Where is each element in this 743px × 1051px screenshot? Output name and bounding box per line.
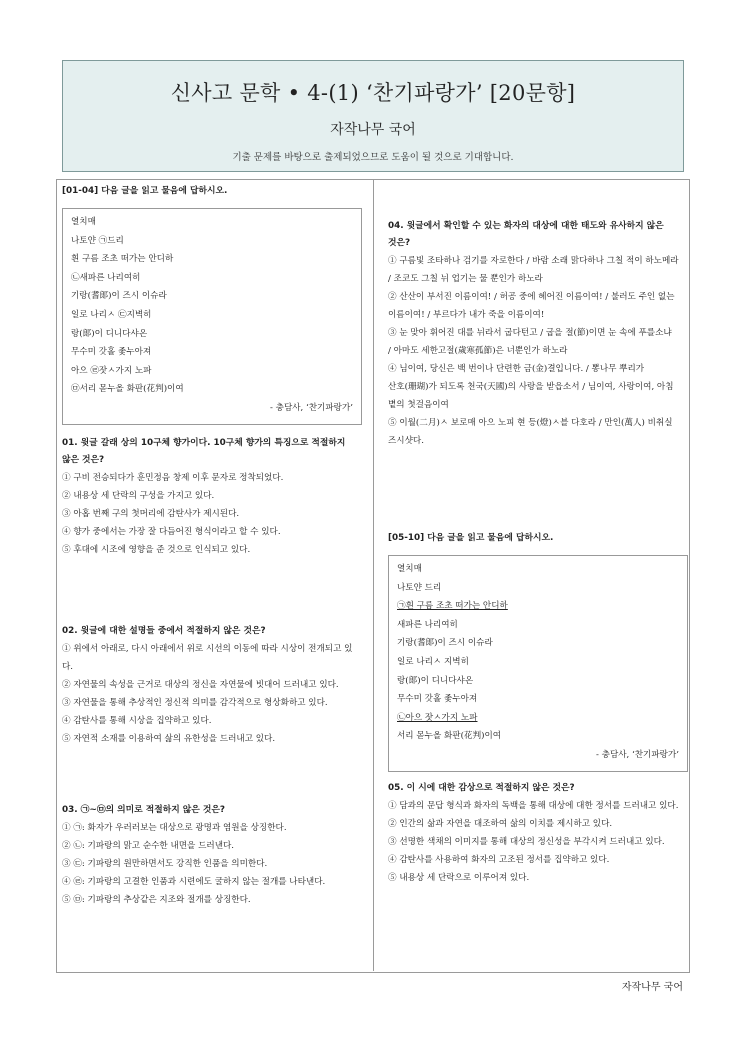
question-stem: 03. ㉠~㉤의 의미로 적절하지 않은 것은? bbox=[62, 804, 225, 815]
section1-instruction: [01-04] 다음 글을 읽고 물음에 답하시오. bbox=[62, 186, 228, 196]
poem-line: 기랑(耆郞)이 즈시 이슈라 bbox=[71, 291, 167, 302]
poem-line: 나토얀 ㉠드리 bbox=[71, 235, 124, 246]
poem-line: 나토얀 드리 bbox=[397, 582, 442, 593]
answer-option[interactable]: ⑤ 후대에 시조에 영향을 준 것으로 인식되고 있다. bbox=[62, 544, 251, 555]
question-stem: 것은? bbox=[388, 238, 411, 248]
answer-option-continued: 다. bbox=[62, 661, 74, 672]
answer-option[interactable]: ③ ㉢: 기파랑의 원만하면서도 강직한 인품을 의미한다. bbox=[62, 858, 268, 869]
answer-option-continued: / 아마도 세한고절(歲寒孤節)은 너뿐인가 하노라 bbox=[388, 346, 568, 356]
poem-line: 무수미 갓홀 좇누아져 bbox=[397, 694, 478, 705]
answer-option[interactable]: ① 구름빛 조타하나 검기를 자로한다 / 바람 소래 맑다하나 그칠 적이 하노메라 bbox=[388, 256, 679, 266]
poem-line: 랑(郞)이 디니다샤온 bbox=[397, 675, 474, 686]
answer-option[interactable]: ① 담과의 문답 형식과 화자의 독백을 통해 대상에 대한 정서를 드러내고 있다. bbox=[388, 800, 679, 811]
answer-option[interactable]: ⑤ 이월(二月)ㅅ 보로매 아으 노피 현 등(燈)ㅅ블 다호라 / 만인(萬人) 비취실 bbox=[388, 418, 673, 428]
right-column bbox=[388, 218, 688, 887]
question-stem: 04. 윗글에서 확인할 수 있는 화자의 대상에 대한 태도와 유사하지 않은 bbox=[388, 221, 664, 231]
question-stem: 02. 윗글에 대한 설명들 중에서 적절하지 않은 것은? bbox=[62, 625, 266, 636]
answer-option[interactable]: ③ 눈 맞아 휘어진 대를 뉘라서 굽다턴고 / 굽을 절(節)이면 눈 속에 푸를소냐 bbox=[388, 328, 672, 338]
column-divider bbox=[373, 179, 374, 971]
question-stem: 05. 이 시에 대한 감상으로 적절하지 않은 것은? bbox=[388, 782, 575, 793]
question-03 bbox=[62, 802, 362, 909]
poem-line: 새파른 나리여히 bbox=[397, 619, 458, 630]
footer-brand: 자작나무 국어 bbox=[621, 982, 683, 993]
answer-option[interactable]: ⑤ ㉤: 기파랑의 추상같은 지조와 절개를 상징한다. bbox=[62, 894, 251, 905]
left-column bbox=[62, 180, 362, 909]
poem-box-2 bbox=[388, 555, 688, 772]
answer-option[interactable]: ② 산산이 부서진 이름이여! / 허공 중에 헤어진 이름이여! / 불러도 주인 없는 bbox=[388, 292, 675, 302]
poem-line: ㉡새파른 나리여히 bbox=[71, 272, 141, 283]
answer-option[interactable]: ② 자연물의 속성을 근거로 대상의 정신을 자연물에 빗대어 드러내고 있다. bbox=[62, 679, 339, 690]
answer-option[interactable]: ① 구비 전승되다가 훈민정음 창제 이후 문자로 정착되었다. bbox=[62, 472, 284, 483]
answer-option[interactable]: ② ㉡: 기파랑의 맑고 순수한 내면을 드러낸다. bbox=[62, 840, 235, 851]
answer-option-continued: 볕의 첫걸음이여 bbox=[388, 400, 449, 410]
question-02 bbox=[62, 623, 362, 748]
answer-option-continued: 이름이여! / 부르다가 내가 죽을 이름이여! bbox=[388, 310, 545, 320]
answer-option[interactable]: ⑤ 자연적 소재를 이용하여 삶의 유한성을 드러내고 있다. bbox=[62, 733, 276, 744]
poem-line: 랑(郞)이 디니다샤온 bbox=[71, 328, 148, 339]
poem-line: ㉤서리 몯누올 화판(花判)이여 bbox=[71, 384, 184, 395]
answer-option[interactable]: ② 인간의 삶과 자연을 대조하여 삶의 이치를 제시하고 있다. bbox=[388, 818, 613, 829]
title-banner bbox=[62, 60, 684, 172]
section2-instruction: [05-10] 다음 글을 읽고 물음에 답하시오. bbox=[388, 533, 554, 543]
question-01 bbox=[62, 435, 362, 559]
poem-line: 아으 ㉣잣ㅅ가지 노파 bbox=[71, 365, 152, 376]
answer-option[interactable]: ④ 감탄사를 통해 시상을 집약하고 있다. bbox=[62, 715, 212, 726]
answer-option[interactable]: ① ㉠: 화자가 우러러보는 대상으로 광명과 염원을 상징한다. bbox=[62, 822, 287, 833]
poem-line: 일로 나리ㅅ 지벽히 bbox=[397, 656, 469, 667]
answer-option[interactable]: ③ 자연물을 통해 추상적인 정신적 의미를 감각적으로 형상화하고 있다. bbox=[62, 697, 328, 708]
poem-line: 기랑(耆郞)이 즈시 이슈라 bbox=[397, 638, 493, 649]
poem-line: 흰 구름 조초 떠가는 안디하 bbox=[71, 254, 174, 265]
answer-option[interactable]: ① 위에서 아래로, 다시 아래에서 위로 시선의 이동에 따라 시상이 전개되고 있 bbox=[62, 643, 353, 654]
question-stem: 않은 것은? bbox=[62, 454, 105, 465]
answer-option[interactable]: ③ 아홉 번째 구의 첫머리에 감탄사가 제시된다. bbox=[62, 508, 240, 519]
answer-option[interactable]: ④ 감탄사를 사용하여 화자의 고조된 정서를 집약하고 있다. bbox=[388, 854, 610, 865]
question-stem: 01. 윗글 갈래 상의 10구체 향가이다. 10구체 향가의 특징으로 적절하지 bbox=[62, 437, 346, 448]
page-title: 신사고 문학 • 4-(1) ‘찬기파랑가’ [20문항] bbox=[170, 81, 576, 105]
answer-option[interactable]: ④ 향가 중에서는 가장 잘 다듬어진 형식이라고 할 수 있다. bbox=[62, 526, 281, 537]
answer-option[interactable]: ② 내용상 세 단락의 구성을 가지고 있다. bbox=[62, 490, 215, 501]
poem-line: 무수미 갓홀 좇누아져 bbox=[71, 347, 152, 358]
poem-line: 일로 나리ㅅ ㉢지벽히 bbox=[71, 309, 152, 320]
poem-source: - 충담사, ‘찬기파랑가’ bbox=[596, 749, 679, 760]
question-05 bbox=[388, 780, 688, 887]
answer-option-continued: / 조코도 그칠 뉘 업기는 물 뿐인가 하노라 bbox=[388, 274, 543, 284]
answer-option[interactable]: ④ 님이여, 당신은 백 번이나 단련한 금(金)결입니다. / 뽕나무 뿌리가 bbox=[388, 364, 645, 374]
answer-option-continued: 산호(珊瑚)가 되도록 천국(天國)의 사랑을 받읍소서 / 님이여, 사랑이여, 아침 bbox=[388, 382, 674, 392]
poem-line: 열치매 bbox=[71, 217, 96, 227]
answer-option[interactable]: ③ 선명한 색채의 이미지를 통해 대상의 정신성을 부각시켜 드러내고 있다. bbox=[388, 836, 665, 847]
poem-line: 서리 몯누올 화판(花判)이여 bbox=[397, 731, 502, 742]
page-subtitle: 자작나무 국어 bbox=[330, 122, 416, 138]
poem-line: 열치매 bbox=[397, 564, 422, 574]
poem-line: ㉡아으 잣ㅅ가지 노파 bbox=[397, 712, 478, 723]
question-04 bbox=[388, 218, 688, 450]
answer-option[interactable]: ⑤ 내용상 세 단락으로 이루어져 있다. bbox=[388, 872, 530, 883]
poem-line: ㉠흰 구름 조초 떠가는 안디하 bbox=[397, 601, 508, 612]
answer-option-continued: 즈시샷다. bbox=[388, 436, 424, 446]
page-intro: 기출 문제를 바탕으로 출제되었으므로 도움이 될 것으로 기대합니다. bbox=[232, 152, 514, 163]
answer-option[interactable]: ④ ㉣: 기파랑의 고결한 인품과 시련에도 굴하지 않는 절개를 나타낸다. bbox=[62, 876, 326, 887]
poem-box-1 bbox=[62, 208, 362, 425]
poem-source: - 충담사, ‘찬기파랑가’ bbox=[270, 402, 353, 413]
